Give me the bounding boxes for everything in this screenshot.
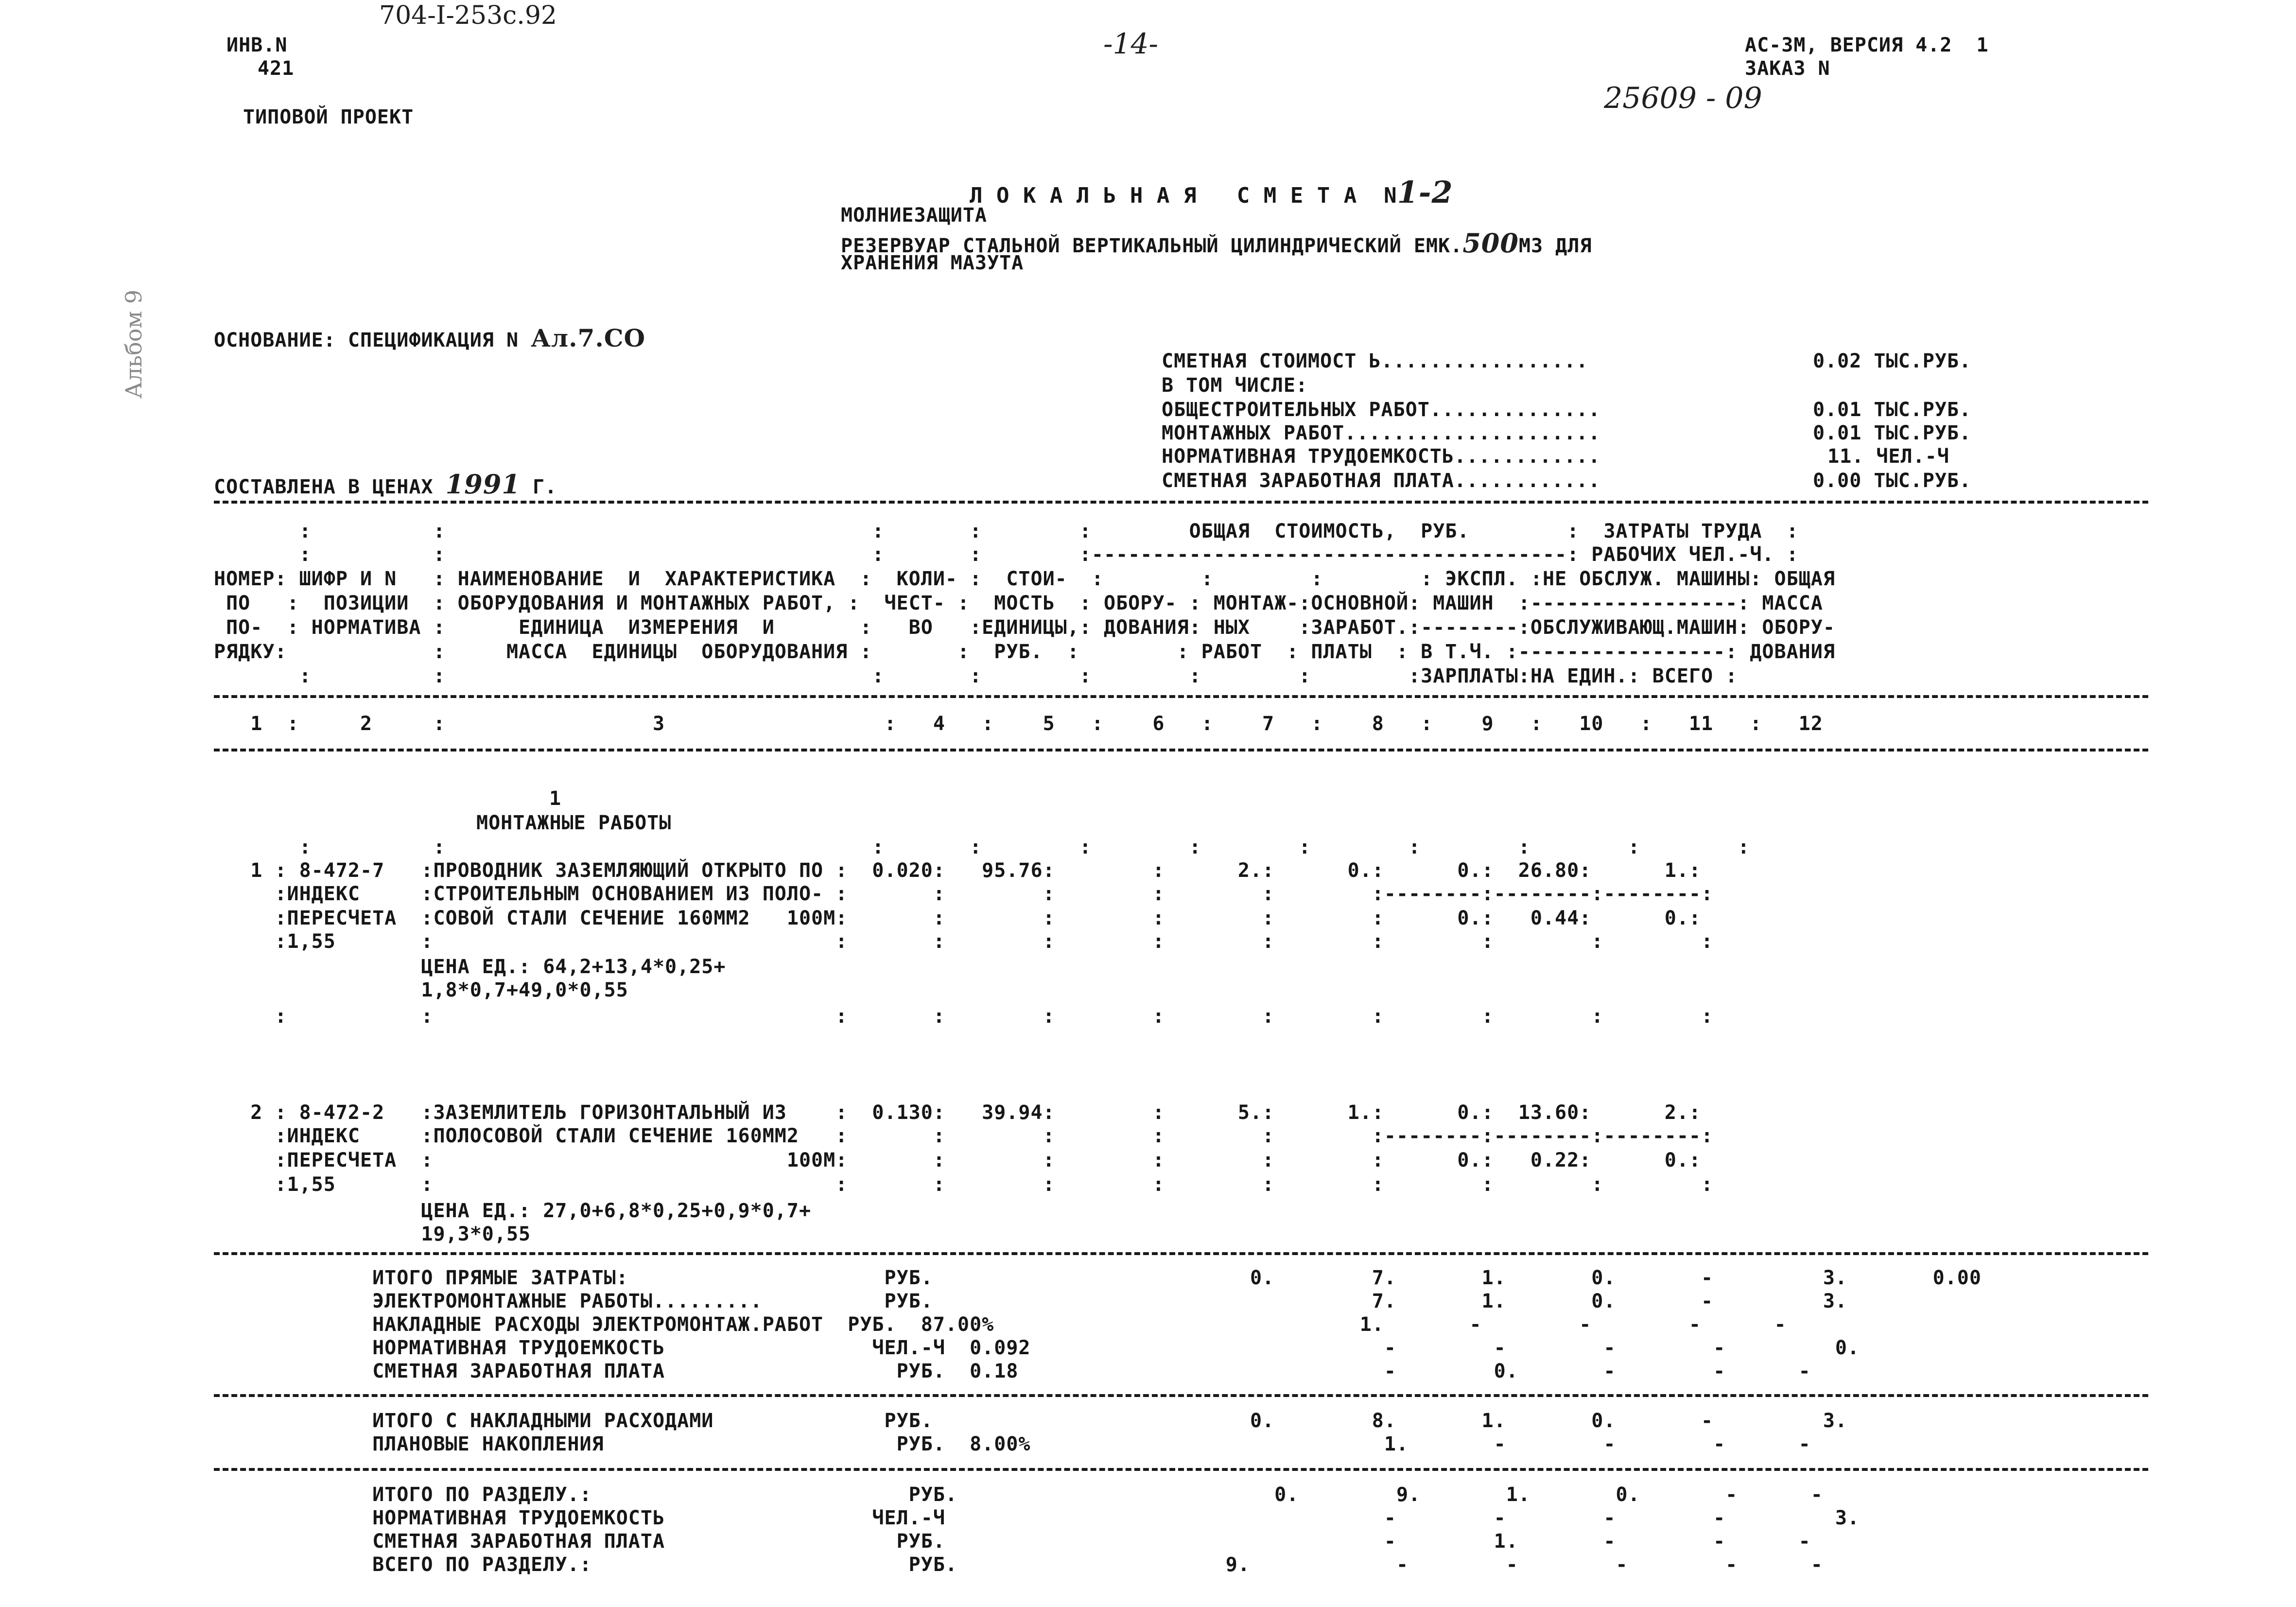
- item-line: :ПЕРЕСЧЕТА :СОВОЙ СТАЛИ СЕЧЕНИЕ 160ММ2 100М: : : : : : 0.: 0.44: 0.:: [214, 907, 1702, 929]
- subject-line-2-b: М3 ДЛЯ: [1518, 235, 1592, 257]
- subject-capacity: 500: [1462, 227, 1519, 259]
- summary-value: 0.01 ТЫС.РУБ.: [1813, 422, 1972, 444]
- basis: [214, 323, 645, 354]
- totals-line: НАКЛАДНЫЕ РАСХОДЫ ЭЛЕКТРОМОНТАЖ.РАБОТ РУБ. 87.00% 1. - - - -: [214, 1313, 1787, 1336]
- totals-line: НОРМАТИВНАЯ ТРУДОЕМКОСТЬ ЧЕЛ.-Ч 0.092 - - - - 0.: [214, 1337, 1860, 1359]
- summary-label: СМЕТНАЯ СТОИМОСТ Ь.................: [1162, 350, 1588, 372]
- unit-price-formula: ЦЕНА ЕД.: 64,2+13,4*0,25+: [214, 956, 726, 978]
- table-header-line: ПО : ПОЗИЦИИ : ОБОРУДОВАНИЯ И МОНТАЖНЫХ РАБОТ, : ЧЕСТ- : МОСТЬ : ОБОРУ- : МОНТАЖ-:ОСНОВНОЙ: МАШИН :-----------------: МАССА: [214, 592, 1823, 614]
- inventory-label: ИНВ.N: [226, 34, 288, 56]
- table-header-line: РЯДКУ: : МАССА ЕДИНИЦЫ ОБОРУДОВАНИЯ : : РУБ. : : РАБОТ : ПЛАТЫ : В Т.Ч. :-----------------: ДОВАНИЯ: [214, 641, 1835, 663]
- totals-line: ВСЕГО ПО РАЗДЕЛУ.: РУБ. 9. - - - - -: [214, 1554, 1823, 1576]
- summary-value: 0.00 ТЫС.РУБ.: [1813, 470, 1972, 492]
- section-number: 1: [549, 787, 562, 810]
- table-header-line: : : : : : ОБЩАЯ СТОИМОСТЬ, РУБ. : ЗАТРАТЫ ТРУДА :: [214, 520, 1799, 542]
- unit-price-formula: 1,8*0,7+49,0*0,55: [214, 979, 628, 1001]
- totals-line: СМЕТНАЯ ЗАРАБОТНАЯ ПЛАТА РУБ. - 1. - - -: [214, 1530, 1811, 1553]
- unit-price-formula: 19,3*0,55: [214, 1223, 531, 1245]
- item-line: 1 : 8-472-7 :ПРОВОДНИК ЗАЗЕМЛЯЮЩИЙ ОТКРЫТО ПО : 0.020: 95.76: : 2.: 0.: 0.: 26.80: 1.:: [214, 859, 1702, 882]
- dashed-rule: [214, 749, 2148, 751]
- order-label: ЗАКАЗ N: [1745, 57, 1830, 80]
- summary-label: В ТОМ ЧИСЛЕ:: [1162, 374, 1308, 397]
- summary-value: 0.01 ТЫС.РУБ.: [1813, 399, 1972, 421]
- item-line: :1,55 : : : : : : : : : :: [214, 930, 1714, 953]
- table-header-line: : : : : : : : :ЗАРПЛАТЫ:НА ЕДИН.: ВСЕГО :: [214, 665, 1738, 687]
- totals-line: ИТОГО С НАКЛАДНЫМИ РАСХОДАМИ РУБ. 0. 8. 1. 0. - 3.: [214, 1410, 1847, 1432]
- summary-label: МОНТАЖНЫХ РАБОТ.....................: [1162, 422, 1600, 444]
- order-number: 25609 - 09: [1604, 81, 1762, 115]
- totals-line: ИТОГО ПО РАЗДЕЛУ.: РУБ. 0. 9. 1. 0. - -: [214, 1484, 1823, 1506]
- dashed-rule: [214, 1394, 2148, 1397]
- subject-line-1: МОЛНИЕЗАЩИТА: [841, 204, 987, 227]
- totals-line: ИТОГО ПРЯМЫЕ ЗАТРАТЫ: РУБ. 0. 7. 1. 0. - 3. 0.00: [214, 1267, 1982, 1289]
- project-type: ТИПОВОЙ ПРОЕКТ: [243, 106, 414, 128]
- summary-label: НОРМАТИВНАЯ ТРУДОЕМКОСТЬ............: [1162, 445, 1600, 468]
- dashed-rule: [214, 1252, 2148, 1255]
- estimate-title: [943, 155, 1453, 208]
- section-title: МОНТАЖНЫЕ РАБОТЫ: [476, 812, 672, 834]
- estimate-number: 1-2: [1397, 175, 1453, 210]
- inventory-number: 421: [258, 57, 295, 80]
- item-line: :ИНДЕКС :СТРОИТЕЛЬНЫМ ОСНОВАНИЕМ ИЗ ПОЛО- : : : : : :--------:--------:--------:: [214, 883, 1714, 905]
- subject-line-2-a: РЕЗЕРВУАР СТАЛЬНОЙ ВЕРТИКАЛЬНЫЙ ЦИЛИНДРИЧЕСКИЙ ЕМК.: [841, 235, 1463, 257]
- item-line: 2 : 8-472-2 :ЗАЗЕМЛИТЕЛЬ ГОРИЗОНТАЛЬНЫЙ ИЗ : 0.130: 39.94: : 5.: 1.: 0.: 13.60: 2.:: [214, 1101, 1702, 1124]
- prices-label: СОСТАВЛЕНА В ЦЕНАХ: [214, 476, 434, 498]
- item-line: : : : : : : : : : : :: [214, 1005, 1714, 1028]
- estimate-title-prefix: Л О К А Л Ь Н А Я С М Е Т А N: [969, 183, 1397, 208]
- unit-price-formula: ЦЕНА ЕД.: 27,0+6,8*0,25+0,9*0,7+: [214, 1200, 812, 1222]
- basis-value: Ал.7.СО: [531, 324, 646, 352]
- item-line: :ПЕРЕСЧЕТА : 100М: : : : : : 0.: 0.22: 0.:: [214, 1149, 1702, 1171]
- prices-year: 1991: [445, 469, 521, 500]
- table-header-line: ПО- : НОРМАТИВА : ЕДИНИЦА ИЗМЕРЕНИЯ И : ВО :ЕДИНИЦЫ,: ДОВАНИЯ: НЫХ :ЗАРАБОТ.:--------:ОБСЛУЖИВАЮЩ.МАШИН: ОБОРУ-: [214, 616, 1835, 639]
- basis-label: ОСНОВАНИЕ: СПЕЦИФИКАЦИЯ N: [214, 329, 519, 351]
- table-header-line: НОМЕР: ШИФР И N : НАИМЕНОВАНИЕ И ХАРАКТЕРИСТИКА : КОЛИ- : СТОИ- : : : : ЭКСПЛ. :НЕ ОБСЛУЖ. МАШИНЫ: ОБЩАЯ: [214, 568, 1835, 590]
- table-header-line: : : : : :---------------------------------------: РАБОЧИХ ЧЕЛ.-Ч. :: [214, 543, 1799, 566]
- item-line: :1,55 : : : : : : : : : :: [214, 1173, 1714, 1196]
- prices-basis: [214, 469, 557, 500]
- column-numbers: 1 : 2 : 3 : 4 : 5 : 6 : 7 : 8 : 9 : 10 : 11 : 12: [214, 713, 1823, 735]
- item-line: :ИНДЕКС :ПОЛОСОВОЙ СТАЛИ СЕЧЕНИЕ 160ММ2 : : : : : :--------:--------:--------:: [214, 1125, 1714, 1147]
- page-number: -14-: [1103, 27, 1158, 60]
- item-line: : : : : : : : : : : :: [214, 836, 1750, 858]
- side-stamp: Альбом 9: [121, 289, 147, 399]
- summary-label: ОБЩЕСТРОИТЕЛЬНЫХ РАБОТ..............: [1162, 399, 1600, 421]
- prices-suffix: Г.: [532, 476, 557, 498]
- summary-value: 11. ЧЕЛ.-Ч: [1827, 445, 1949, 468]
- totals-line: НОРМАТИВНАЯ ТРУДОЕМКОСТЬ ЧЕЛ.-Ч - - - - 3.: [214, 1507, 1860, 1529]
- dashed-rule: [214, 501, 2148, 504]
- summary-label: СМЕТНАЯ ЗАРАБОТНАЯ ПЛАТА............: [1162, 470, 1600, 492]
- totals-line: СМЕТНАЯ ЗАРАБОТНАЯ ПЛАТА РУБ. 0.18 - 0. - - -: [214, 1360, 1811, 1382]
- dashed-rule: [214, 1468, 2148, 1471]
- dashed-rule: [214, 695, 2148, 698]
- totals-line: ЭЛЕКТРОМОНТАЖНЫЕ РАБОТЫ......... РУБ. 7. 1. 0. - 3.: [214, 1290, 1847, 1312]
- totals-line: ПЛАНОВЫЕ НАКОПЛЕНИЯ РУБ. 8.00% 1. - - - -: [214, 1433, 1811, 1455]
- summary-value: 0.02 ТЫС.РУБ.: [1813, 350, 1972, 372]
- subject-line-3: ХРАНЕНИЯ МАЗУТА: [841, 252, 1024, 274]
- software-version: АС-3М, ВЕРСИЯ 4.2 1: [1745, 34, 1989, 56]
- handwritten-code: 704-I-253c.92: [379, 1, 557, 30]
